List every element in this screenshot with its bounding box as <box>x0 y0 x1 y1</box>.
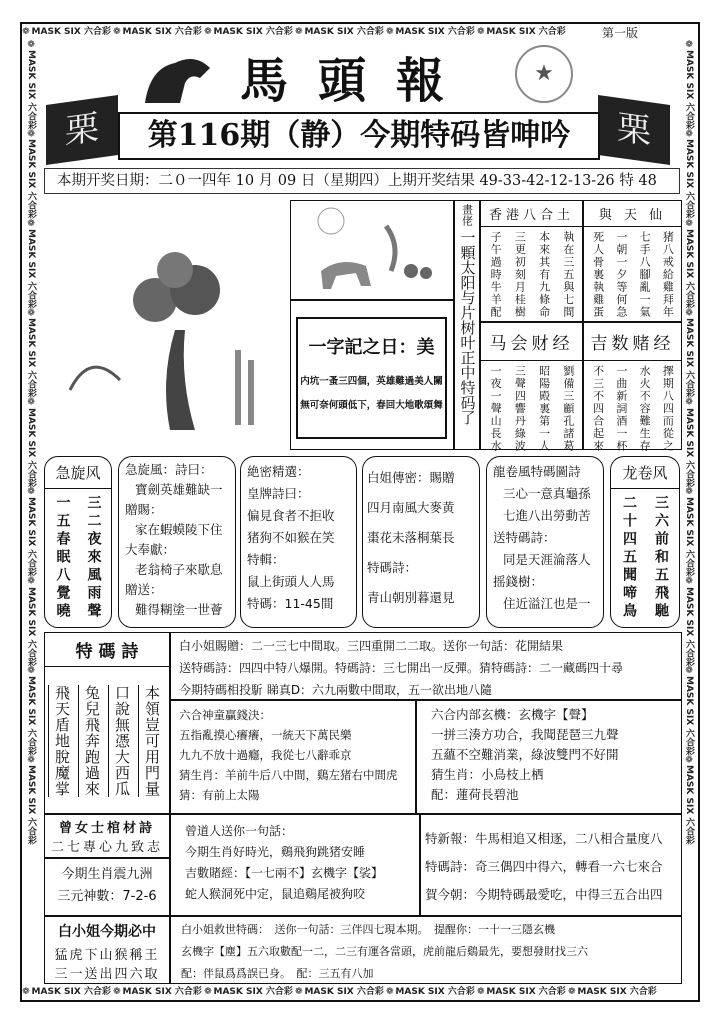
poem-grid <box>480 200 583 322</box>
flower-icon: ❁ <box>26 308 36 319</box>
text-line: 老翁椅子來歇息 <box>135 562 223 577</box>
poem-column: 一朝一夕等何急 <box>614 231 628 319</box>
side-strip-text: 一顆太阳与片树叶正中特码了 <box>458 230 477 425</box>
text-line: 今期生肖好時光，鷄飛狗跳猪安睡 <box>185 845 366 859</box>
flower-icon: ❁ <box>684 129 694 140</box>
poem-column: 本來其有九條命 <box>537 231 551 319</box>
flower-icon: ❁ <box>26 397 36 408</box>
text-line: 同是天涯淪落人 <box>503 552 591 567</box>
border-text: MASK SIX 六合彩 <box>26 139 36 219</box>
text-line: 送特碼詩： <box>493 530 556 545</box>
official-stamp: ★ <box>515 45 573 103</box>
poem-box-1 <box>118 456 236 628</box>
text-line: 白小姐賜贈：二一三七中間取。三四重開二二取。送你一句話：花開結果 <box>179 639 564 653</box>
border-text: MASK SIX 六合彩 <box>684 765 694 845</box>
poem-column: 死人骨裏執雞蛋 <box>591 231 605 319</box>
flower-icon: ❁ <box>26 487 36 498</box>
border-strip-right <box>681 40 697 984</box>
shengxiao-line: 今期生肖震九洲 <box>61 867 153 882</box>
border-text: MASK SIX 六合彩 <box>26 586 36 666</box>
poem-box-3 <box>362 456 480 628</box>
flower-icon: ❁ <box>203 27 212 37</box>
daoren-box <box>170 814 420 916</box>
zeng-header: 曾女士棺材詩 <box>58 821 155 836</box>
border-text: MASK SIX 六合彩 <box>684 497 694 577</box>
border-text: MASK SIX 六合彩 <box>26 765 36 845</box>
flag-left-icon: 栗 <box>46 95 118 165</box>
border-text: MASK SIX 六合彩 <box>684 407 694 488</box>
side-strip-label: 畫佬 <box>460 204 474 226</box>
text-line: 五指亂摸心癢癢，一統天下萬民樂 <box>179 728 352 742</box>
flower-icon: ❁ <box>26 218 36 229</box>
text-line: 猪狗不如猴在笑 <box>247 530 335 545</box>
draw-date-line: 本期开奖日期：二０一四年 10 月 09 日（星期四）上期开奖结果 49-33-42-12-13-26 特 48 <box>44 168 680 194</box>
one-word-box <box>296 317 447 439</box>
border-text: MASK SIX 六合彩 <box>684 228 694 309</box>
text-line: 四月南風大麥黄 <box>367 500 455 515</box>
text-line: 住近溢江也是一 <box>503 596 591 611</box>
bai-bizhong-header: 白小姐今期必中 <box>58 924 156 940</box>
text-line: 大奉獻： <box>125 542 176 557</box>
border-text: MASK SIX 六合彩 <box>684 586 694 666</box>
flower-icon: ❁ <box>476 987 485 997</box>
text-line: 偏見食者不拒收 <box>247 508 335 523</box>
border-text: MASK SIX 六合彩 <box>26 407 36 488</box>
flower-icon: ❁ <box>203 987 212 997</box>
tree-illustration <box>60 240 280 440</box>
poem-column: 子午過時牛羊配 <box>489 231 503 319</box>
poem-column: 三更初刻月桂樹 <box>513 231 527 319</box>
texinbao-box <box>420 814 682 916</box>
border-text: MASK SIX 六合彩 <box>26 228 36 309</box>
poem-grid <box>480 322 583 453</box>
poem-column: 三聲四響丹綠波 <box>513 365 527 453</box>
poem-grid <box>583 200 682 322</box>
one-word-section <box>290 300 454 450</box>
poem-grid-columns <box>584 227 681 323</box>
text-line: 六合神童贏錢決： <box>179 708 271 722</box>
flower-icon: ❁ <box>26 129 36 140</box>
goat-illustration <box>290 200 454 300</box>
text-line: 賀今朝：今期特碼最愛吃，中得三五合出四 <box>425 887 663 902</box>
text-line: 蛇人猴洞死中定，鼠追鷄尾被狗咬 <box>185 887 366 901</box>
flag-right-icon: 栗 <box>598 95 670 165</box>
text-line: 七進八出勞動苦 <box>503 508 591 523</box>
bai-lines-box <box>170 632 682 700</box>
text-line: 皇牌詩曰： <box>247 486 310 501</box>
text-line: 九九不放十過癮，我從七八辭乖京 <box>179 748 352 762</box>
flower-icon: ❁ <box>684 576 694 587</box>
poem-column: 擇期八四而從之 <box>661 365 675 453</box>
poem-column: 兔兒飛奔跑過來 <box>78 685 106 797</box>
text-line: 急旋風：詩曰： <box>125 462 213 477</box>
border-text: MASK SIX 六合彩 <box>26 318 36 398</box>
border-strip-bottom <box>22 984 698 1000</box>
flower-icon: ❁ <box>567 987 576 997</box>
text-line: 五蘊不空難消業，綠波雙門不好開 <box>431 747 619 762</box>
flower-icon: ❁ <box>684 397 694 408</box>
bai-bizhong-line: 三一送出四六取 <box>54 967 160 982</box>
border-text: MASK SIX 六合彩 <box>26 497 36 577</box>
text-line: 贈送： <box>125 582 163 597</box>
border-text: MASK SIX 六合彩 <box>577 987 657 997</box>
poem-column: 一曲新詞酒一杯 <box>614 365 628 453</box>
border-text: MASK SIX 六合彩 <box>31 987 111 997</box>
text-line: 六合内部玄機：玄機字【聲】 <box>431 707 594 722</box>
border-text: MASK SIX 六合彩 <box>684 318 694 398</box>
jixuanfeng-box <box>44 456 112 628</box>
text-line: 摇錢樹： <box>493 574 544 589</box>
text-line: 猜生肖：小鳥枝上栖 <box>431 767 544 782</box>
text-line: 青山朝別暮還見 <box>367 590 455 605</box>
border-text: MASK SIX 六合彩 <box>684 139 694 219</box>
poem-grid <box>583 322 682 453</box>
horse-logo <box>140 48 220 108</box>
text-line: 特碼詩：奇三偶四中得六，轉看一六七來合 <box>425 859 663 874</box>
flower-icon: ❁ <box>112 987 121 997</box>
poem-column: 三六前和五飛馳 <box>653 495 669 621</box>
flower-icon: ❁ <box>26 576 36 587</box>
poem-column: 執在三五與七間 <box>561 231 575 319</box>
zeng-line: 二七專心九致志 <box>50 840 163 855</box>
flower-icon: ❁ <box>385 987 394 997</box>
longjuanfeng-box <box>610 456 680 628</box>
text-line: 三心一意真龜孫 <box>503 486 591 501</box>
border-strip-top <box>22 24 594 40</box>
flower-icon: ❁ <box>26 40 36 50</box>
text-line: 猜：有前上太陽 <box>179 788 260 802</box>
border-text: MASK SIX 六合彩 <box>395 987 475 997</box>
poem-column: 猪八戒給雞拜年 <box>661 231 675 319</box>
longjuanfeng-header: 龙卷风 <box>611 457 679 489</box>
border-text: MASK SIX 六合彩 <box>684 675 694 756</box>
flower-icon: ❁ <box>26 665 36 676</box>
flower-icon: ❁ <box>684 487 694 498</box>
poem-grid-header: 马会财经 <box>481 323 582 361</box>
flower-icon: ❁ <box>684 665 694 676</box>
flower-icon: ❁ <box>684 218 694 229</box>
flower-icon: ❁ <box>26 755 36 766</box>
bai-bizhong-box <box>44 916 170 984</box>
text-line: 白小姐救世特碼： 送你一句話：三伴四七現本期。 提醒你：一十一三隱玄機 <box>181 923 555 936</box>
poem-grid-header: 與 天 仙 <box>584 201 681 227</box>
border-text: MASK SIX 六合彩 <box>304 27 384 37</box>
text-line: 絶密精選： <box>247 464 310 479</box>
flower-icon: ❁ <box>684 308 694 319</box>
poem-grid-header: 香港八合土 <box>481 201 582 227</box>
zeng-box <box>44 814 170 858</box>
flower-icon: ❁ <box>22 27 30 37</box>
text-line: 特碼：11-45間 <box>247 596 334 611</box>
text-line: 配：蓮荷長碧池 <box>431 787 519 802</box>
poem-column: 不三不四合起來 <box>591 365 605 453</box>
tema-poem-header: 特 碼 詩 <box>45 633 169 667</box>
text-line: 送特碼詩：四四中特八爆開。特碼詩：三七開出一反彈。猜特碼詩：二一藏碼四十尋 <box>179 661 624 675</box>
border-text: MASK SIX 六合彩 <box>26 675 36 756</box>
poem-column: 劉備三顧孔諸葛 <box>561 365 575 453</box>
poem-column: 昭陽殿裏第一人 <box>537 365 551 453</box>
text-line: 棗花未落桐葉長 <box>367 530 455 545</box>
text-line: 贈賜： <box>125 502 163 517</box>
border-text: MASK SIX 六合彩 <box>31 27 111 37</box>
border-text: MASK SIX 六合彩 <box>486 987 566 997</box>
flower-icon: ❁ <box>294 27 303 37</box>
shengxiao-box <box>44 858 170 916</box>
flower-icon: ❁ <box>684 40 694 50</box>
poem-column: 口說無憑大西瓜 <box>108 685 136 797</box>
flower-icon: ❁ <box>22 987 30 997</box>
flower-icon: ❁ <box>385 27 394 37</box>
poem-column: 七手八腳亂一氣 <box>638 231 652 319</box>
side-strip <box>454 200 480 450</box>
text-line: 家在蝦蟆陵下住 <box>135 522 223 537</box>
one-word-title: 一字記之日：美 <box>308 337 435 358</box>
border-text: MASK SIX 六合彩 <box>395 27 475 37</box>
poem-column: 本領豈可用門量 <box>138 685 166 797</box>
text-line: 鼠上街頭人人馬 <box>247 574 335 589</box>
text-line: 今期特碼相投馸 睇真D：六九兩數中間取，五一欲出地八隨 <box>179 683 493 697</box>
poem-column: 飛天盾地脫魔掌 <box>48 685 76 797</box>
border-text: MASK SIX 六合彩 <box>213 987 293 997</box>
poem-column: 二十四五聞啼鳥 <box>621 495 637 621</box>
text-line: 特碼詩： <box>367 560 418 575</box>
jiushi-box <box>170 916 682 984</box>
neibu-box <box>416 700 682 814</box>
jixuanfeng-header: 急旋风 <box>45 457 111 489</box>
text-line: 曾道人送你一句話： <box>185 824 294 838</box>
border-text: MASK SIX 六合彩 <box>213 27 293 37</box>
text-line: 一拼三湊方功合，我聞琵琶三九聲 <box>431 727 619 742</box>
poem-grid-header: 吉数赌经 <box>584 323 681 361</box>
edition-label: 第一版 <box>598 24 642 41</box>
text-line: 難得糊塗一世薈 <box>135 602 223 617</box>
poem-column: 三二夜來風雨聲 <box>85 495 102 621</box>
text-line: 特輯： <box>247 552 285 567</box>
flower-icon: ❁ <box>476 27 485 37</box>
text-line: 配：伴鼠爲爲誤已身。 配：三五有八加 <box>181 967 374 980</box>
newspaper-title: 馬頭報 <box>240 53 475 109</box>
text-line: 特新報：牛馬相追又相逐，二八相合量度八 <box>425 831 663 846</box>
border-text: MASK SIX 六合彩 <box>26 50 36 130</box>
border-text: MASK SIX 六合彩 <box>684 50 694 130</box>
text-line: 龍卷風特碼圖詩 <box>493 464 581 479</box>
poem-column: 一夜一聲山長水 <box>489 365 503 453</box>
shengxiao-number: 三元神數：7-2-6 <box>57 889 157 904</box>
one-word-line: 無可奈何頭低下，春回大地歌頌舞 <box>300 400 443 411</box>
poem-grid-columns <box>584 361 681 457</box>
bai-bizhong-line: 猛虎下山猴稱王 <box>54 948 160 963</box>
poem-box-4 <box>486 456 604 628</box>
border-text: MASK SIX 六合彩 <box>486 27 566 37</box>
border-text: MASK SIX 六合彩 <box>122 987 202 997</box>
border-text: MASK SIX 六合彩 <box>122 27 202 37</box>
flower-icon: ❁ <box>112 27 121 37</box>
text-line: 玄機字【塵】五六取數配一二，二三有運各當頭，虎前龍后鷄最先，要想發財找三六 <box>181 945 588 958</box>
issue-headline: 第116期（静）今期特码皆呻吟 <box>118 112 600 160</box>
flower-icon: ❁ <box>294 987 303 997</box>
border-text: MASK SIX 六合彩 <box>304 987 384 997</box>
one-word-line: 内坑一蚤三四個，英雄難過美人關 <box>300 376 443 387</box>
text-line: 寶劍英雄難缺一 <box>135 482 223 497</box>
flower-icon: ❁ <box>684 755 694 766</box>
text-line: 猜生肖：羊前牛后八中間，鷄左猪右中間虎 <box>179 768 398 782</box>
poem-column: 水火不容難生存 <box>638 365 652 453</box>
text-line: 吉數賭經：【一七兩不】玄機字【裟】 <box>185 866 384 880</box>
shentong-box <box>170 700 416 814</box>
poem-grid-columns <box>481 227 582 323</box>
poem-box-2 <box>240 456 357 628</box>
poem-grid-columns <box>481 361 582 457</box>
border-strip-left <box>23 40 39 984</box>
poem-column: 一五春眠八覺曉 <box>54 495 71 621</box>
tema-poem-box <box>44 632 170 814</box>
text-line: 白姐傳密：賜贈 <box>367 470 455 485</box>
